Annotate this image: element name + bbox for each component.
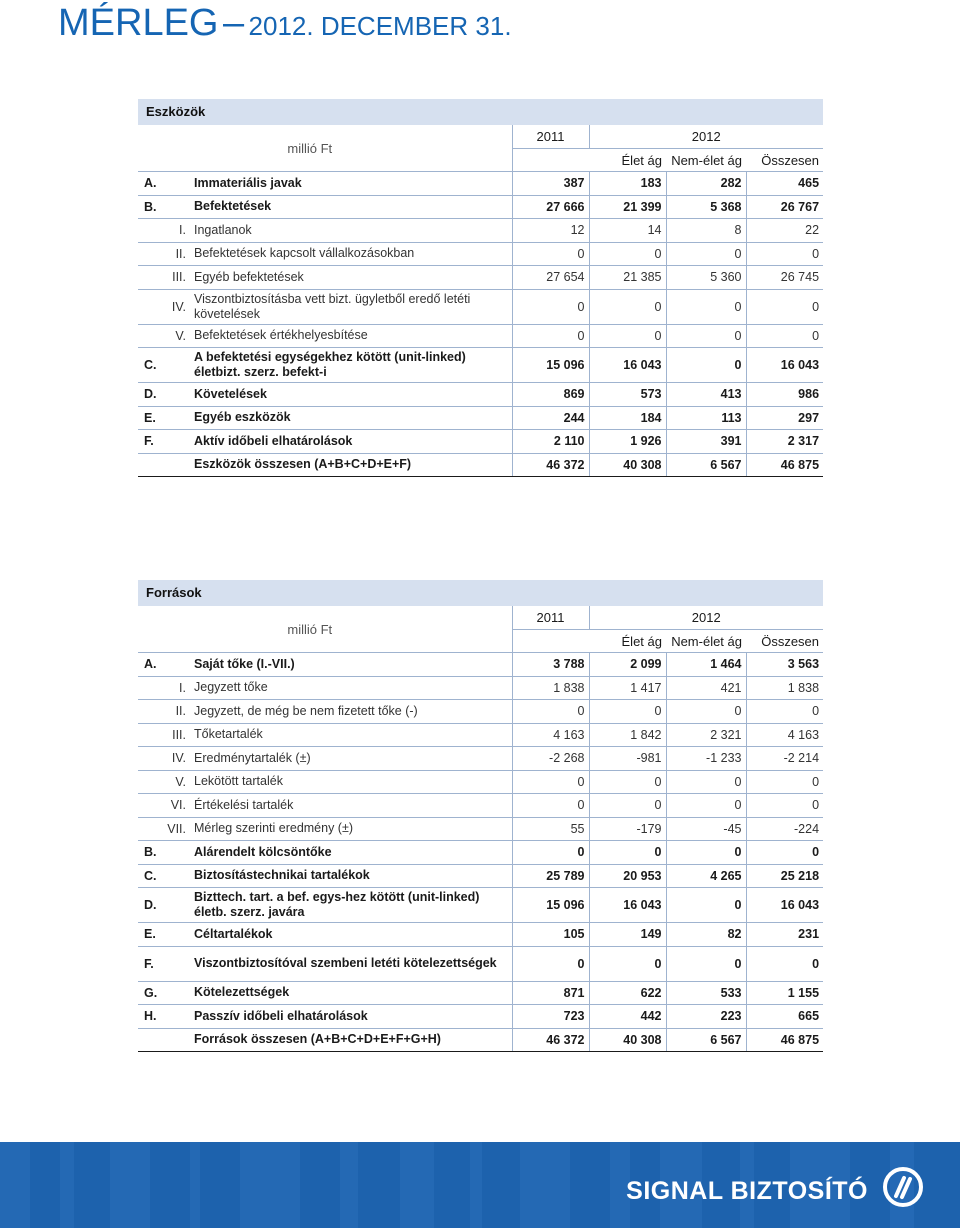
liabilities-cell-label: Eredménytartalék (±) (192, 747, 512, 771)
assets-row (138, 406, 823, 430)
liabilities-cell-total: 0 (746, 700, 823, 724)
liabilities-cell-life: 2 099 (589, 653, 666, 677)
liabilities-year-2012: 2012 (589, 606, 823, 630)
liabilities-cell-code: H. (138, 1005, 192, 1029)
assets-row (138, 266, 823, 290)
liabilities-cell-nonlife: 0 (666, 794, 746, 818)
assets-cell-total: 26 767 (746, 195, 823, 219)
liabilities-cell-life: 0 (589, 794, 666, 818)
assets-cell-total: 0 (746, 289, 823, 324)
footer-band (0, 1142, 960, 1228)
liabilities-cell-label: Tőketartalék (192, 723, 512, 747)
liabilities-cell-total: -2 214 (746, 747, 823, 771)
liabilities-cell-total: -224 (746, 817, 823, 841)
assets-col-life: Élet ág (621, 152, 662, 168)
assets-cell-life: 16 043 (589, 348, 666, 383)
assets-cell-life: 21 385 (589, 266, 666, 290)
assets-cell-label: Ingatlanok (192, 219, 512, 243)
liabilities-cell-nonlife: 82 (666, 923, 746, 947)
assets-cell-nonlife: 413 (666, 383, 746, 407)
liabilities-cell-label: Biztosítástechnikai tartalékok (192, 864, 512, 888)
liabilities-cell-life: 20 953 (589, 864, 666, 888)
liabilities-cell-v2011: 4 163 (512, 723, 589, 747)
assets-cell-life: 183 (589, 172, 666, 196)
liabilities-cell-total: 1 838 (746, 676, 823, 700)
assets-cell-life: 14 (589, 219, 666, 243)
assets-cell-nonlife: 5 360 (666, 266, 746, 290)
assets-cell-code: C. (138, 348, 192, 383)
assets-row (138, 195, 823, 219)
liabilities-row (138, 841, 823, 865)
liabilities-cell-code: V. (138, 770, 192, 794)
liabilities-cell-life: 40 308 (589, 1028, 666, 1052)
liabilities-table (138, 606, 823, 1052)
liabilities-row (138, 1028, 823, 1052)
liabilities-cell-life: 149 (589, 923, 666, 947)
liabilities-cell-nonlife: 1 464 (666, 653, 746, 677)
liabilities-cell-life: 0 (589, 946, 666, 981)
assets-cell-total: 0 (746, 242, 823, 266)
liabilities-cell-label: Saját tőke (I.-VII.) (192, 653, 512, 677)
liabilities-cell-life: -179 (589, 817, 666, 841)
liabilities-cell-total: 46 875 (746, 1028, 823, 1052)
liabilities-row (138, 747, 823, 771)
liabilities-cell-total: 25 218 (746, 864, 823, 888)
assets-cell-label: Immateriális javak (192, 172, 512, 196)
liabilities-cell-code: II. (138, 700, 192, 724)
liabilities-cell-label: Források összesen (A+B+C+D+E+F+G+H) (192, 1028, 512, 1052)
assets-cell-label: Befektetések értékhelyesbítése (192, 324, 512, 348)
liabilities-cell-label: Céltartalékok (192, 923, 512, 947)
liabilities-cell-total: 4 163 (746, 723, 823, 747)
liabilities-cell-label: Jegyzett, de még be nem fizetett tőke (-) (192, 700, 512, 724)
liabilities-cell-total: 3 563 (746, 653, 823, 677)
assets-cell-label: Követelések (192, 383, 512, 407)
liabilities-heading: Források (138, 580, 823, 606)
assets-cell-nonlife: 5 368 (666, 195, 746, 219)
assets-cell-total: 297 (746, 406, 823, 430)
assets-row (138, 383, 823, 407)
assets-cell-nonlife: 391 (666, 430, 746, 454)
assets-cell-total: 986 (746, 383, 823, 407)
assets-cell-life: 1 926 (589, 430, 666, 454)
assets-row (138, 348, 823, 383)
liabilities-cell-code: I. (138, 676, 192, 700)
liabilities-cell-life: 0 (589, 700, 666, 724)
liabilities-cell-nonlife: 0 (666, 946, 746, 981)
liabilities-cell-code: VII. (138, 817, 192, 841)
liabilities-cell-code: IV. (138, 747, 192, 771)
liabilities-cell-total: 231 (746, 923, 823, 947)
liabilities-cell-label: Viszontbiztosítóval szembeni letéti kötelezettségek (192, 946, 512, 981)
title-date: 2012. DECEMBER 31. (248, 11, 512, 41)
assets-cell-v2011: 0 (512, 289, 589, 324)
liabilities-cell-total: 16 043 (746, 888, 823, 923)
assets-row (138, 172, 823, 196)
liabilities-cell-nonlife: 0 (666, 700, 746, 724)
assets-cell-code: D. (138, 383, 192, 407)
liabilities-cell-v2011: 0 (512, 841, 589, 865)
liabilities-cell-label: Alárendelt kölcsöntőke (192, 841, 512, 865)
assets-body (138, 172, 823, 477)
assets-header-row (138, 125, 823, 149)
liabilities-cell-code (138, 1028, 192, 1052)
assets-cell-v2011: 46 372 (512, 453, 589, 477)
liabilities-subheader-blank (512, 630, 589, 653)
brand-name: SIGNAL BIZTOSÍTÓ (626, 1177, 868, 1205)
assets-cell-code: II. (138, 242, 192, 266)
liabilities-cell-life: 1 417 (589, 676, 666, 700)
assets-cell-v2011: 15 096 (512, 348, 589, 383)
assets-row (138, 324, 823, 348)
liabilities-cell-nonlife: 533 (666, 981, 746, 1005)
liabilities-cell-total: 0 (746, 946, 823, 981)
liabilities-cell-nonlife: 4 265 (666, 864, 746, 888)
liabilities-cell-v2011: 25 789 (512, 864, 589, 888)
liabilities-cell-code: G. (138, 981, 192, 1005)
assets-row (138, 242, 823, 266)
liabilities-cell-nonlife: 2 321 (666, 723, 746, 747)
liabilities-cell-v2011: 723 (512, 1005, 589, 1029)
liabilities-cell-code: A. (138, 653, 192, 677)
signal-logo-icon (882, 1166, 924, 1208)
assets-cell-total: 2 317 (746, 430, 823, 454)
liabilities-cell-label: Mérleg szerinti eredmény (±) (192, 817, 512, 841)
liabilities-cell-label: Bizttech. tart. a bef. egys-hez kötött (unit-linked) életb. szerz. javára (192, 888, 512, 923)
assets-cell-code: B. (138, 195, 192, 219)
assets-cell-code: IV. (138, 289, 192, 324)
liabilities-row (138, 888, 823, 923)
liabilities-cell-v2011: -2 268 (512, 747, 589, 771)
assets-cell-nonlife: 0 (666, 289, 746, 324)
liabilities-cell-label: Értékelési tartalék (192, 794, 512, 818)
title-main: MÉRLEG (58, 2, 219, 44)
assets-cell-nonlife: 0 (666, 324, 746, 348)
liabilities-cell-v2011: 3 788 (512, 653, 589, 677)
assets-cell-life: 573 (589, 383, 666, 407)
liabilities-cell-life: 0 (589, 841, 666, 865)
liabilities-col-life: Élet ág (621, 633, 662, 649)
liabilities-row (138, 723, 823, 747)
liabilities-cell-life: 0 (589, 770, 666, 794)
assets-cell-v2011: 869 (512, 383, 589, 407)
assets-cell-v2011: 387 (512, 172, 589, 196)
liabilities-cell-nonlife: 0 (666, 888, 746, 923)
liabilities-cell-life: -981 (589, 747, 666, 771)
assets-year-2012: 2012 (589, 125, 823, 149)
liabilities-row (138, 864, 823, 888)
liabilities-row (138, 770, 823, 794)
liabilities-cell-v2011: 0 (512, 700, 589, 724)
liabilities-cell-v2011: 105 (512, 923, 589, 947)
assets-cell-label: Befektetések kapcsolt vállalkozásokban (192, 242, 512, 266)
liabilities-row (138, 981, 823, 1005)
assets-cell-label: Egyéb befektetések (192, 266, 512, 290)
liabilities-cell-life: 622 (589, 981, 666, 1005)
assets-cell-v2011: 27 654 (512, 266, 589, 290)
assets-cell-code (138, 453, 192, 477)
liabilities-cell-code: B. (138, 841, 192, 865)
liabilities-cell-v2011: 46 372 (512, 1028, 589, 1052)
liabilities-cell-v2011: 0 (512, 770, 589, 794)
liabilities-row (138, 653, 823, 677)
liabilities-cell-code: III. (138, 723, 192, 747)
assets-cell-total: 0 (746, 324, 823, 348)
liabilities-cell-nonlife: 0 (666, 841, 746, 865)
assets-cell-nonlife: 282 (666, 172, 746, 196)
liabilities-cell-nonlife: 6 567 (666, 1028, 746, 1052)
assets-cell-v2011: 12 (512, 219, 589, 243)
assets-cell-code: V. (138, 324, 192, 348)
assets-section (138, 99, 823, 477)
assets-cell-life: 40 308 (589, 453, 666, 477)
assets-cell-label: Aktív időbeli elhatárolások (192, 430, 512, 454)
liabilities-row (138, 794, 823, 818)
liabilities-cell-life: 1 842 (589, 723, 666, 747)
liabilities-header-row (138, 606, 823, 630)
liabilities-section (138, 580, 823, 1052)
liabilities-cell-life: 442 (589, 1005, 666, 1029)
assets-col-nonlife: Nem-élet ág (671, 152, 742, 168)
liabilities-cell-nonlife: -45 (666, 817, 746, 841)
liabilities-cell-code: E. (138, 923, 192, 947)
assets-cell-total: 22 (746, 219, 823, 243)
assets-cell-total: 26 745 (746, 266, 823, 290)
assets-cell-v2011: 0 (512, 242, 589, 266)
assets-row (138, 430, 823, 454)
liabilities-row (138, 923, 823, 947)
assets-cell-label: Viszontbiztosításba vett bizt. ügyletből eredő letéti követelések (192, 289, 512, 324)
assets-cell-nonlife: 0 (666, 348, 746, 383)
liabilities-cell-total: 1 155 (746, 981, 823, 1005)
liabilities-unit: millió Ft (287, 621, 333, 637)
assets-year-2011: 2011 (512, 125, 589, 149)
liabilities-cell-life: 16 043 (589, 888, 666, 923)
assets-subheader-blank (512, 149, 589, 172)
assets-cell-v2011: 0 (512, 324, 589, 348)
assets-cell-code: A. (138, 172, 192, 196)
assets-cell-label: Egyéb eszközök (192, 406, 512, 430)
assets-cell-v2011: 2 110 (512, 430, 589, 454)
liabilities-cell-code: F. (138, 946, 192, 981)
liabilities-cell-v2011: 55 (512, 817, 589, 841)
assets-cell-code: E. (138, 406, 192, 430)
assets-row (138, 219, 823, 243)
assets-cell-label: A befektetési egységekhez kötött (unit-linked) életbizt. szerz. befekt-i (192, 348, 512, 383)
assets-cell-code: I. (138, 219, 192, 243)
liabilities-row (138, 700, 823, 724)
liabilities-cell-nonlife: 0 (666, 770, 746, 794)
liabilities-cell-code: VI. (138, 794, 192, 818)
assets-cell-total: 46 875 (746, 453, 823, 477)
liabilities-cell-label: Kötelezettségek (192, 981, 512, 1005)
assets-cell-nonlife: 8 (666, 219, 746, 243)
assets-row (138, 289, 823, 324)
assets-cell-life: 21 399 (589, 195, 666, 219)
liabilities-cell-nonlife: -1 233 (666, 747, 746, 771)
assets-cell-code: III. (138, 266, 192, 290)
assets-cell-v2011: 27 666 (512, 195, 589, 219)
assets-cell-life: 0 (589, 242, 666, 266)
assets-heading: Eszközök (138, 99, 823, 125)
assets-cell-total: 465 (746, 172, 823, 196)
liabilities-cell-v2011: 871 (512, 981, 589, 1005)
assets-unit: millió Ft (287, 140, 333, 156)
liabilities-col-total: Összesen (761, 633, 820, 649)
assets-cell-life: 0 (589, 289, 666, 324)
liabilities-cell-v2011: 1 838 (512, 676, 589, 700)
page-title (58, 4, 512, 42)
liabilities-cell-total: 0 (746, 794, 823, 818)
liabilities-cell-nonlife: 223 (666, 1005, 746, 1029)
liabilities-cell-v2011: 0 (512, 946, 589, 981)
assets-cell-total: 16 043 (746, 348, 823, 383)
assets-cell-nonlife: 113 (666, 406, 746, 430)
liabilities-cell-total: 665 (746, 1005, 823, 1029)
liabilities-cell-v2011: 15 096 (512, 888, 589, 923)
liabilities-cell-nonlife: 421 (666, 676, 746, 700)
assets-cell-life: 184 (589, 406, 666, 430)
assets-cell-nonlife: 6 567 (666, 453, 746, 477)
assets-col-total: Összesen (761, 152, 820, 168)
assets-table (138, 125, 823, 477)
title-dash: – (222, 2, 245, 44)
assets-row (138, 453, 823, 477)
liabilities-cell-code: C. (138, 864, 192, 888)
liabilities-cell-code: D. (138, 888, 192, 923)
liabilities-year-2011: 2011 (512, 606, 589, 630)
liabilities-cell-total: 0 (746, 841, 823, 865)
liabilities-cell-v2011: 0 (512, 794, 589, 818)
assets-cell-code: F. (138, 430, 192, 454)
assets-cell-nonlife: 0 (666, 242, 746, 266)
liabilities-col-nonlife: Nem-élet ág (671, 633, 742, 649)
liabilities-cell-label: Jegyzett tőke (192, 676, 512, 700)
assets-cell-label: Eszközök összesen (A+B+C+D+E+F) (192, 453, 512, 477)
assets-cell-v2011: 244 (512, 406, 589, 430)
liabilities-cell-label: Passzív időbeli elhatárolások (192, 1005, 512, 1029)
liabilities-cell-total: 0 (746, 770, 823, 794)
liabilities-row (138, 946, 823, 981)
assets-cell-life: 0 (589, 324, 666, 348)
liabilities-body (138, 653, 823, 1052)
liabilities-row (138, 817, 823, 841)
assets-cell-label: Befektetések (192, 195, 512, 219)
liabilities-cell-label: Lekötött tartalék (192, 770, 512, 794)
liabilities-row (138, 1005, 823, 1029)
liabilities-row (138, 676, 823, 700)
